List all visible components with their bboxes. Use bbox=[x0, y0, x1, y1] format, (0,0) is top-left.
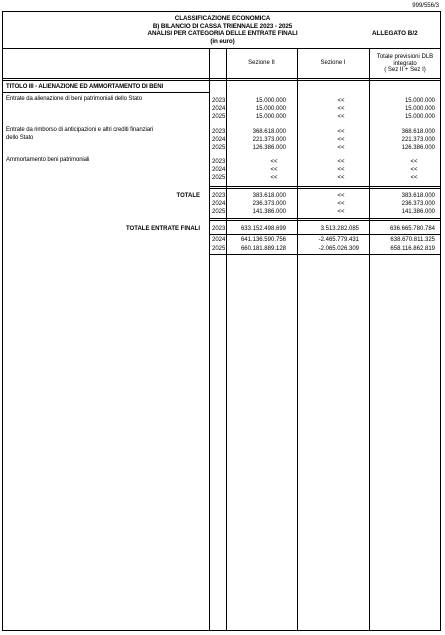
table-row bbox=[209, 236, 440, 244]
header-classification: CLASSIFICAZIONE ECONOMICA bbox=[174, 15, 271, 22]
section-title-rule bbox=[2, 92, 209, 93]
total-cell: 236.373.000 bbox=[401, 201, 435, 207]
year-cell: 2025 bbox=[212, 145, 226, 151]
totale-entrate-row-rule bbox=[209, 234, 441, 235]
sez2-cell: 126.386.000 bbox=[252, 145, 286, 151]
col-header-total bbox=[369, 54, 441, 74]
year-cell: 2024 bbox=[212, 167, 226, 173]
total-cell: << bbox=[410, 175, 418, 181]
sez1-cell: << bbox=[337, 114, 345, 120]
sez2-cell: << bbox=[270, 159, 278, 165]
totale-entrate-rule bbox=[209, 218, 441, 219]
total-cell: 15.000.000 bbox=[404, 98, 435, 104]
sez1-cell: << bbox=[337, 209, 345, 215]
table-row bbox=[209, 192, 440, 200]
sez1-cell: << bbox=[337, 98, 345, 104]
year-cell: 2024 bbox=[212, 237, 226, 243]
sez2-cell: 15.000.000 bbox=[255, 98, 286, 104]
sez2-cell: 236.373.000 bbox=[252, 201, 286, 207]
total-cell: << bbox=[410, 159, 418, 165]
totale-label: TOTALE bbox=[176, 193, 200, 199]
sez2-cell: << bbox=[270, 167, 278, 173]
col-header-sez1: Sezione I bbox=[320, 60, 346, 66]
totale-entrate-label: TOTALE ENTRATE FINALI bbox=[126, 226, 200, 232]
header-budget-title: B) BILANCIO DI CASSA TRIENNALE 2023 - 2025 bbox=[152, 22, 293, 30]
total-cell: 368.618.000 bbox=[401, 129, 435, 135]
sez1-cell: << bbox=[337, 193, 345, 199]
sez1-cell: << bbox=[337, 175, 345, 181]
table-row bbox=[209, 113, 440, 121]
col-header-total-line3: ( Sez II + Sez I) bbox=[384, 67, 426, 73]
total-cell: 221.373.000 bbox=[401, 137, 435, 143]
sez2-cell: 141.386.000 bbox=[252, 209, 286, 215]
table-row bbox=[209, 97, 440, 105]
totale-rule-2 bbox=[209, 188, 441, 189]
total-cell: 141.386.000 bbox=[401, 209, 435, 215]
header-unit: (in euro) bbox=[210, 38, 235, 46]
table-row bbox=[209, 208, 440, 216]
sez2-cell: 221.373.000 bbox=[252, 137, 286, 143]
year-cell: 2025 bbox=[212, 175, 226, 181]
total-cell: << bbox=[410, 167, 418, 173]
sez2-cell: << bbox=[270, 175, 278, 181]
group-label-rimborso-line1: Entrate da rimborso di anticipazioni e altri crediti finanziari bbox=[6, 127, 154, 133]
sez1-cell: << bbox=[337, 167, 345, 173]
total-cell: 636.665.780.784 bbox=[389, 226, 435, 232]
total-cell: 15.000.000 bbox=[404, 114, 435, 120]
year-cell: 2025 bbox=[212, 246, 226, 252]
year-cell: 2024 bbox=[212, 137, 226, 143]
sez1-cell: << bbox=[337, 145, 345, 151]
sez1-cell: -2.065.026.309 bbox=[318, 246, 359, 252]
sez1-cell: << bbox=[337, 129, 345, 135]
sez1-cell: 3.513.282.085 bbox=[320, 226, 359, 232]
sez2-cell: 15.000.000 bbox=[255, 106, 286, 112]
table-row bbox=[209, 245, 440, 253]
sez1-cell: -2.465.779.431 bbox=[318, 237, 359, 243]
section-title: TITOLO III - ALIENAZIONE ED AMMORTAMENTO DI BENI bbox=[6, 84, 164, 90]
allegato-label: ALLEGATO B/2 bbox=[372, 30, 418, 37]
column-header-rule bbox=[2, 78, 441, 79]
sez2-cell: 368.618.000 bbox=[252, 129, 286, 135]
col-header-total-line1: Totale previsioni DLB bbox=[376, 54, 434, 60]
year-cell: 2023 bbox=[212, 193, 226, 199]
year-cell: 2024 bbox=[212, 201, 226, 207]
year-cell: 2023 bbox=[212, 98, 226, 104]
col-header-sez2: Sezione II bbox=[248, 60, 275, 66]
total-cell: 126.386.000 bbox=[401, 145, 435, 151]
table-row bbox=[209, 225, 440, 233]
col-header-total-line2: integrato bbox=[393, 60, 417, 67]
year-cell: 2023 bbox=[212, 129, 226, 135]
column-header-rule-2 bbox=[2, 80, 441, 81]
table-row bbox=[209, 166, 440, 174]
year-cell: 2024 bbox=[212, 106, 226, 112]
table-bottom-rule bbox=[209, 254, 441, 255]
sez2-cell: 641.136.590.756 bbox=[240, 237, 286, 243]
total-cell: 15.000.000 bbox=[404, 106, 435, 112]
sez2-cell: 15.000.000 bbox=[255, 114, 286, 120]
sez2-cell: 383.618.000 bbox=[252, 193, 286, 199]
group-label-alienazione: Entrate da alienazione di beni patrimoniali dello Stato bbox=[6, 96, 142, 102]
table-row bbox=[209, 200, 440, 208]
table-row bbox=[209, 136, 440, 144]
table-top-rule bbox=[2, 48, 441, 49]
table-row bbox=[209, 174, 440, 182]
sez2-cell: 633.152.498.699 bbox=[240, 226, 286, 232]
year-cell: 2023 bbox=[212, 159, 226, 165]
document-code: 999/556/3 bbox=[412, 3, 439, 9]
sez1-cell: << bbox=[337, 201, 345, 207]
total-cell: 383.618.000 bbox=[401, 193, 435, 199]
sez2-cell: 660.181.889.128 bbox=[240, 246, 286, 252]
table-row bbox=[209, 105, 440, 113]
sez1-cell: << bbox=[337, 159, 345, 165]
totale-entrate-rule-2 bbox=[209, 220, 441, 221]
table-row bbox=[209, 128, 440, 136]
sez1-cell: << bbox=[337, 106, 345, 112]
total-cell: 658.116.862.819 bbox=[390, 246, 435, 252]
total-cell: 638.670.811.325 bbox=[390, 237, 435, 243]
year-cell: 2025 bbox=[212, 114, 226, 120]
group-label-rimborso-line2: dello Stato bbox=[6, 134, 34, 141]
year-cell: 2025 bbox=[212, 209, 226, 215]
totale-rule bbox=[209, 186, 441, 187]
header-analysis: ANALISI PER CATEGORIA DELLE ENTRATE FINALI bbox=[147, 30, 298, 38]
year-cell: 2023 bbox=[212, 226, 226, 232]
group-label-rimborso bbox=[6, 127, 196, 142]
table-row bbox=[209, 144, 440, 152]
table-row bbox=[209, 158, 440, 166]
sez1-cell: << bbox=[337, 137, 345, 143]
group-label-ammortamento: Ammortamento beni patrimoniali bbox=[6, 157, 90, 163]
